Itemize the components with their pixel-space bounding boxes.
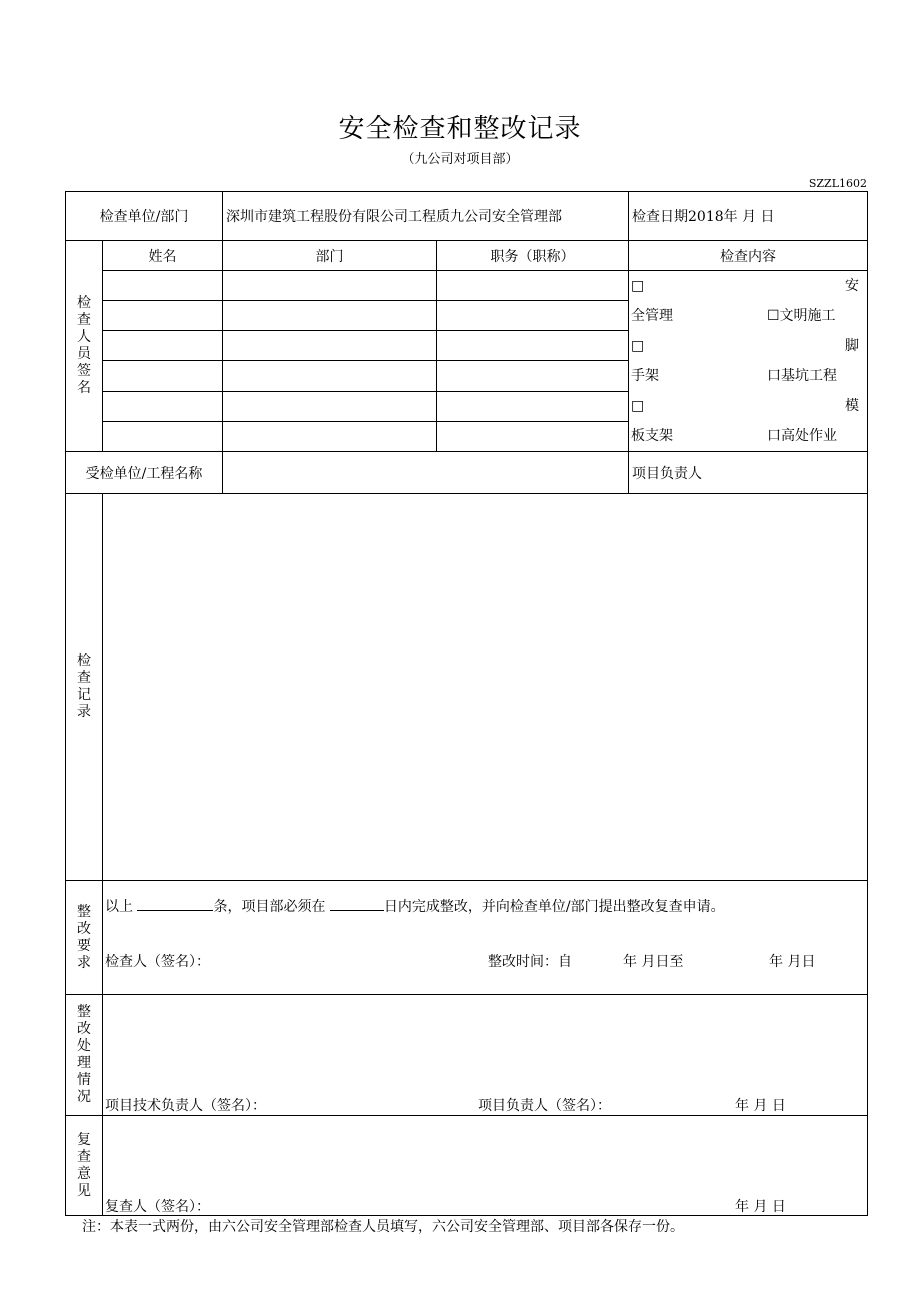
- inspector-name-cell[interactable]: [103, 361, 223, 391]
- review-area[interactable]: [103, 1116, 868, 1216]
- inspection-unit-label: 检查单位/部门: [66, 192, 223, 241]
- tech-manager-sign[interactable]: 项目技术负责人（签名）：: [105, 1098, 266, 1114]
- inspector-title-cell[interactable]: [437, 391, 629, 421]
- inspector-dept-cell[interactable]: [223, 391, 437, 421]
- inspector-dept-cell[interactable]: [223, 331, 437, 361]
- inspector-dept-cell[interactable]: [223, 361, 437, 391]
- requirement-area[interactable]: [103, 881, 868, 995]
- inspection-unit-value[interactable]: 深圳市建筑工程股份有限公司工程质九公司安全管理部: [223, 192, 629, 241]
- review-side-label: 复查意见: [66, 1116, 103, 1216]
- inspection-record-area[interactable]: [103, 494, 868, 881]
- col-dept-header: 部门: [223, 241, 437, 271]
- inspector-name-cell[interactable]: [103, 391, 223, 421]
- inspector-title-cell[interactable]: [437, 421, 629, 451]
- form-code: SZZL1602: [808, 177, 867, 190]
- project-manager-label[interactable]: 项目负责人: [629, 452, 868, 494]
- page-subtitle: （九公司对项目部）: [401, 152, 519, 167]
- requirement-side-label: 整改要求: [66, 881, 103, 995]
- inspector-dept-cell[interactable]: [223, 271, 437, 301]
- rectify-time-from[interactable]: 整改时间：自: [488, 954, 572, 970]
- inspector-dept-cell[interactable]: [223, 421, 437, 451]
- handling-side-label: 整改处理情况: [66, 995, 103, 1116]
- reviewer-sign[interactable]: 复查人（签名）：: [105, 1199, 210, 1215]
- inspected-unit-label: 受检单位/工程名称: [66, 452, 223, 494]
- inspector-title-cell[interactable]: [437, 271, 629, 301]
- rectify-time-end[interactable]: 年 月日: [769, 954, 816, 970]
- inspection-date[interactable]: 检查日期2018年 月 日: [629, 192, 868, 241]
- checkbox-scaffold[interactable]: □: [631, 338, 645, 354]
- inspected-unit-value[interactable]: [223, 452, 629, 494]
- inspector-name-cell[interactable]: [103, 331, 223, 361]
- days-blank[interactable]: [330, 898, 384, 911]
- inspector-title-cell[interactable]: [437, 361, 629, 391]
- handling-area[interactable]: [103, 995, 868, 1116]
- inspector-name-cell[interactable]: [103, 421, 223, 451]
- project-manager-sign[interactable]: 项目负责人（签名）：: [478, 1098, 611, 1114]
- inspector-title-cell[interactable]: [437, 331, 629, 361]
- col-name-header: 姓名: [103, 241, 223, 271]
- rectify-time-mid[interactable]: 年 月日至: [623, 954, 684, 970]
- inspection-form-table: [65, 191, 868, 1216]
- footer-note: 注：本表一式两份，由六公司安全管理部检查人员填写，六公司安全管理部、项目部各保存一份。: [82, 1219, 684, 1235]
- inspector-title-cell[interactable]: [437, 301, 629, 331]
- checkbox-safety[interactable]: □: [631, 278, 645, 294]
- items-count-blank[interactable]: [137, 898, 213, 911]
- checkbox-foundation[interactable]: 口基坑工程: [767, 368, 837, 384]
- handling-date[interactable]: 年 月 日: [735, 1098, 786, 1114]
- checkbox-height-work[interactable]: 口高处作业: [767, 428, 837, 444]
- inspectors-side-label: 检查人员签名: [66, 241, 103, 452]
- col-title-header: 职务（职称）: [437, 241, 629, 271]
- record-side-label: 检查记录: [66, 494, 103, 881]
- inspector-sign-label[interactable]: 检查人（签名）：: [105, 954, 210, 970]
- inspector-dept-cell[interactable]: [223, 301, 437, 331]
- inspector-name-cell[interactable]: [103, 271, 223, 301]
- col-content-header: 检查内容: [629, 241, 868, 271]
- checkbox-formwork[interactable]: □: [631, 398, 645, 414]
- review-date[interactable]: 年 月 日: [735, 1199, 786, 1215]
- checklist: □ 安 全管理 ☐文明施工 □ 脚 手架 口基坑工程 □ 模 板支架 口高处作业: [629, 271, 867, 451]
- inspector-name-cell[interactable]: [103, 301, 223, 331]
- check-content-cell[interactable]: [629, 271, 868, 452]
- page-title: 安全检查和整改记录: [338, 114, 582, 144]
- checkbox-civilized[interactable]: ☐文明施工: [767, 308, 836, 324]
- requirement-text: 以上 条，项目部必须在 日内完成整改，并向检查单位/部门提出整改复查申请。: [105, 899, 725, 915]
